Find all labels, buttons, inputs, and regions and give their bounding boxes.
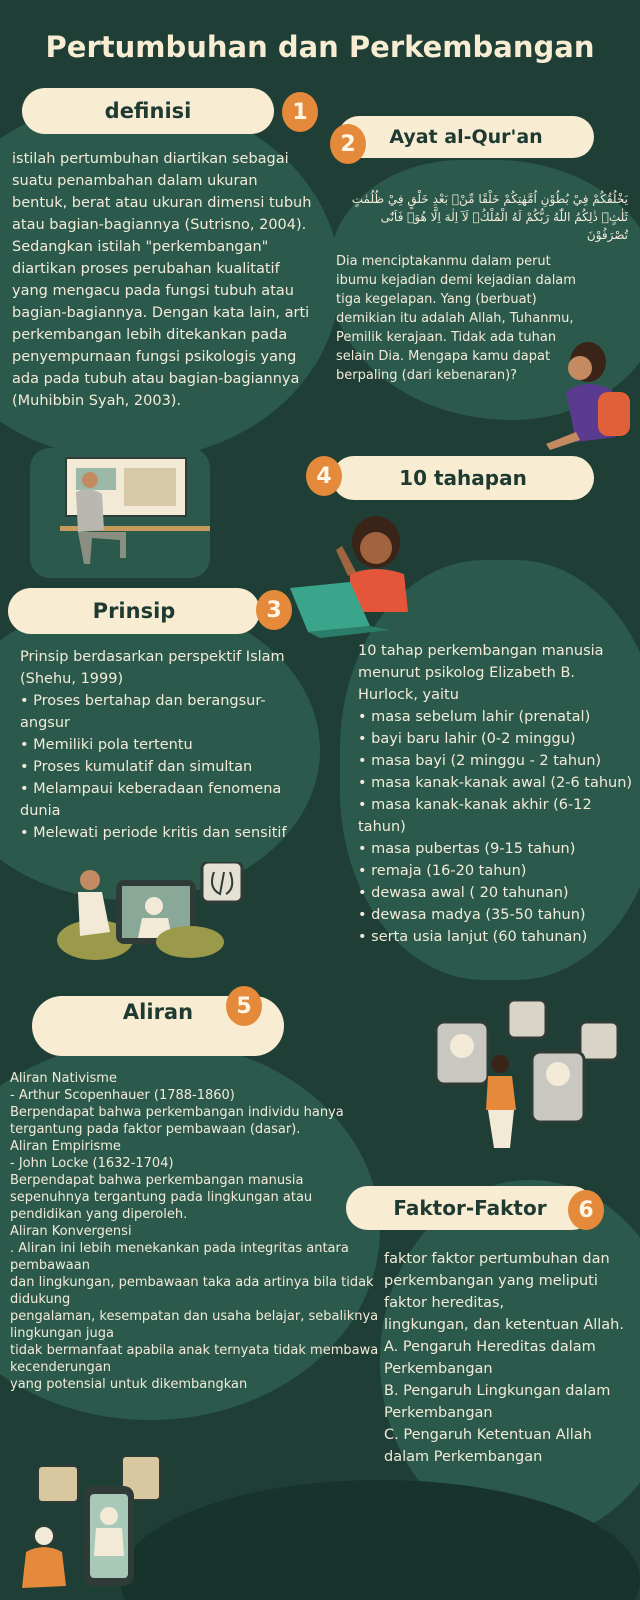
aliran-heading: Aliran [122, 1000, 194, 1024]
student-backpack-illustration [536, 332, 636, 452]
tahapan-item: • serta usia lanjut (60 tahunan) [358, 929, 588, 945]
tahapan-item: • bayi baru lahir (0-2 minggu) [358, 731, 576, 747]
aliran-line: . Aliran ini lebih menekankan pada integritas antara pembawaan [10, 1241, 349, 1273]
girl-laptop-illustration [290, 512, 430, 642]
tahapan-text [358, 640, 633, 948]
tahapan-intro: 10 tahap perkembangan manusia menurut psikolog Elizabeth B. Hurlock, yaitu [358, 643, 604, 703]
tahapan-item: • masa bayi (2 minggu - 2 tahun) [358, 753, 602, 769]
computer-worker-illustration [30, 448, 210, 578]
tahapan-item: • dewasa madya (35-50 tahun) [358, 907, 586, 923]
aliran-line: pengalaman, kesempatan dan usaha belajar, sebaliknya lingkungan juga [10, 1309, 379, 1341]
aliran-number-badge: 5 [226, 986, 262, 1026]
aliran-line: Aliran Nativisme [10, 1071, 117, 1086]
prinsip-heading-pill [8, 588, 260, 634]
tahapan-heading: 10 tahapan [399, 466, 527, 490]
ayat-arabic: يَخْلُقُكُمْ فِيْ بُطُوْنِ اُمَّهٰتِكُمْ خَلْقًا مِّنْۢ بَعْدِ خَلْقٍ فِيْ ظُلُمٰتٍ ثَلٰثٍۗ ذٰلِكُمُ اللّٰهُ رَبُّكُمْ لَهُ الْمُلْكُۗ لَآ اِلٰهَ اِلَّا هُوَۚ فَاَنّٰى تُصْرَفُوْنَ [351, 192, 628, 242]
ayat-number-badge: 2 [330, 124, 366, 164]
prinsip-text [20, 646, 290, 844]
aliran-line: tidak bermanfaat apabila anak ternyata tidak membawa kecenderungan [10, 1343, 379, 1375]
definisi-heading-pill [22, 88, 274, 134]
tahapan-item: • masa sebelum lahir (prenatal) [358, 709, 591, 725]
prinsip-item: • Melewati periode kritis dan sensitif [20, 825, 287, 841]
faktor-heading-pill [346, 1186, 594, 1230]
definisi-paragraph-2: Sedangkan istilah "perkembangan" diartikan proses perubahan kualitatif yang mengacu pada fungsi tubuh atau bagian-bagiannya. Dengan kata lain, arti perkembangan lebih ditekankan pada penyempurnaan fungsi psikologis yang ada pada tubuh atau bagian-bagiannya (Muhibbin Syah, 2003). [12, 239, 310, 409]
ayat-heading: Ayat al-Qur'an [389, 126, 543, 148]
faktor-line: A. Pengaruh Hereditas dalam Perkembangan [384, 1339, 596, 1377]
prinsip-intro: Prinsip berdasarkan perspektif Islam (Shehu, 1999) [20, 649, 285, 687]
aliran-text [10, 1070, 382, 1393]
tahapan-item: • masa kanak-kanak akhir (6-12 tahun) [358, 797, 592, 835]
presenter-portraits-illustration [432, 1000, 632, 1170]
aliran-line: - Arthur Scopenhauer (1788-1860) [10, 1088, 235, 1103]
faktor-line: B. Pengaruh Lingkungan dalam Perkembangan [384, 1383, 611, 1421]
tahapan-item: • remaja (16-20 tahun) [358, 863, 527, 879]
prinsip-item: • Memiliki pola tertentu [20, 737, 193, 753]
aliran-line: yang potensial untuk dikembangkan [10, 1377, 248, 1392]
tahapan-item: • masa kanak-kanak awal (2-6 tahun) [358, 775, 633, 791]
faktor-line: faktor faktor pertumbuhan dan perkembangan yang meliputi faktor hereditas, [384, 1251, 610, 1311]
ayat-translation: Dia menciptakanmu dalam perut ibumu kejadian demi kejadian dalam tiga kegelapan. Yang (berbuat) demikian itu adalah Allah, Tuhanmu, Pemilik kerajaan. Tidak ada tuhan selain Dia. Mengapa kamu dapat berpaling (dari kebenaran)? [336, 254, 576, 383]
tahapan-number-badge: 4 [306, 456, 342, 496]
prinsip-item: • Proses bertahap dan berangsur-angsur [20, 693, 266, 731]
page-title: Pertumbuhan dan Perkembangan [45, 30, 595, 64]
prinsip-number-badge: 3 [256, 590, 292, 630]
aliran-line: Berpendapat bahwa perkembangan manusia sepenuhnya tergantung pada lingkungan atau pendidikan yang diperoleh. [10, 1173, 313, 1222]
definisi-text [12, 148, 312, 412]
definisi-paragraph-1: istilah pertumbuhan diartikan sebagai suatu penambahan dalam ukuran bentuk, berat atau ukuran dimensi tubuh atau bagian-bagiannya (Sutrisno, 2004). [12, 151, 312, 233]
prinsip-heading: Prinsip [92, 599, 176, 623]
definisi-heading: definisi [104, 99, 192, 123]
aliran-line: - John Locke (1632-1704) [10, 1156, 174, 1171]
prinsip-item: • Melampaui keberadaan fenomena dunia [20, 781, 282, 819]
faktor-text [384, 1248, 634, 1468]
aliran-line: Aliran Konvergensi [10, 1224, 132, 1239]
faktor-line: lingkungan, dan ketentuan Allah. [384, 1317, 624, 1333]
tahapan-item: • masa pubertas (9-15 tahun) [358, 841, 576, 857]
faktor-heading: Faktor-Faktor [393, 1196, 547, 1220]
faktor-line: C. Pengaruh Ketentuan Allah dalam Perkembangan [384, 1427, 592, 1465]
aliran-line: dan lingkungan, pembawaan taka ada artinya bila tidak didukung [10, 1275, 374, 1307]
phone-consultation-illustration [4, 1456, 174, 1596]
tahapan-heading-pill [332, 456, 594, 500]
prinsip-item: • Proses kumulatif dan simultan [20, 759, 253, 775]
definisi-number-badge: 1 [282, 92, 318, 132]
ayat-heading-pill [338, 116, 594, 158]
doctor-consultation-illustration [50, 862, 250, 972]
aliran-line: Berpendapat bahwa perkembangan individu hanya tergantung pada faktor pembawaan (dasar). [10, 1105, 344, 1137]
tahapan-item: • dewasa awal ( 20 tahunan) [358, 885, 569, 901]
aliran-line: Aliran Empirisme [10, 1139, 121, 1154]
faktor-number-badge: 6 [568, 1190, 604, 1230]
